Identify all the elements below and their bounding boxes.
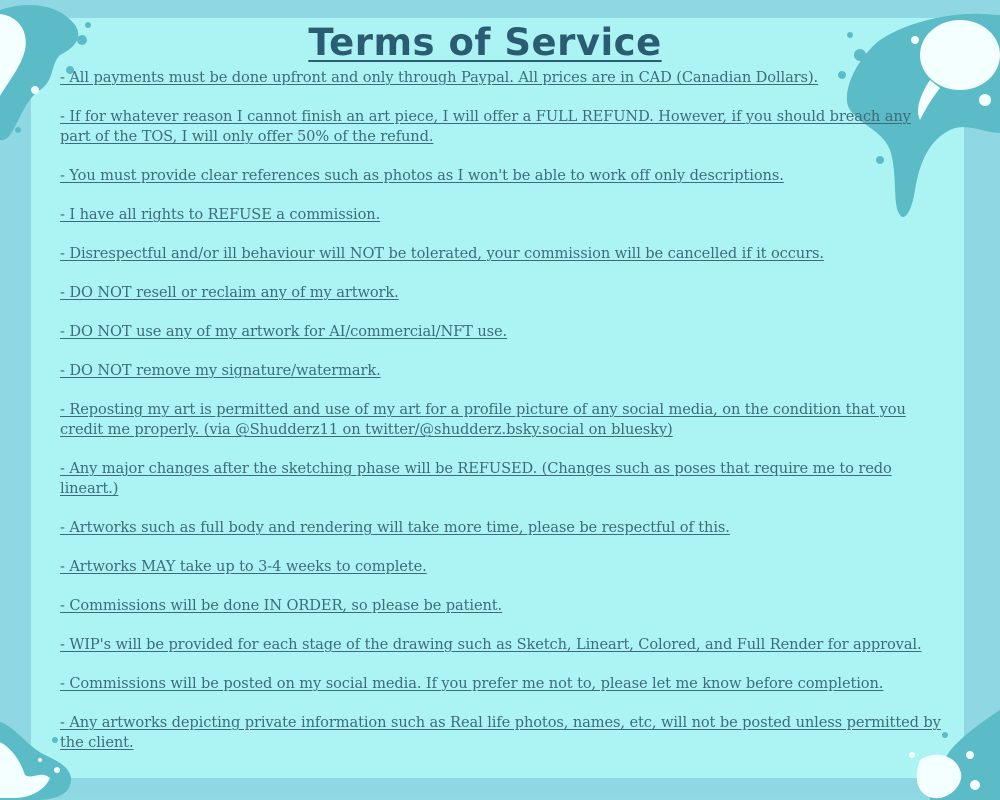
term-wips: - WIP's will be provided for each stage of the drawing such as Sketch, Lineart, Colored, and Full Render for approval. [60,636,922,653]
term-social-posting: - Commissions will be posted on my social media. If you prefer me not to, please let me know before completion. [60,675,884,692]
term-refuse-rights: - I have all rights to REFUSE a commission. [60,206,381,223]
term-private-info: - Any artworks depicting private information such as Real life photos, names, etc, will not be posted unless permitted by the client. [60,714,941,751]
term-reposting: - Reposting my art is permitted and use of my art for a profile picture of any social media, on the condition that you credit me properly. (via @Shudderz11 on twitter/@shudderz.bsky.social on bluesky) [60,401,906,438]
term-time: - Artworks such as full body and rendering will take more time, please be respectful of this. [60,519,730,536]
term-watermark: - DO NOT remove my signature/watermark. [60,362,381,379]
term-no-ai: - DO NOT use any of my artwork for AI/commercial/NFT use. [60,323,508,340]
term-behaviour: - Disrespectful and/or ill behaviour will NOT be tolerated, your commission will be cancelled if it occurs. [60,245,824,262]
term-refund: - If for whatever reason I cannot finish an art piece, I will offer a FULL REFUND. However, if you should breach any part of the TOS, I will only offer 50% of the refund. [60,108,911,145]
page-title: Terms of Service [308,21,662,64]
term-duration: - Artworks MAY take up to 3-4 weeks to complete. [60,558,427,575]
term-changes: - Any major changes after the sketching phase will be REFUSED. (Changes such as poses that require me to redo lineart.) [60,460,892,497]
term-payments: - All payments must be done upfront and only through Paypal. All prices are in CAD (Canadian Dollars). [60,69,819,86]
term-order: - Commissions will be done IN ORDER, so please be patient. [60,597,503,614]
term-references: - You must provide clear references such as photos as I won't be able to work off only descriptions. [60,167,784,184]
term-no-resell: - DO NOT resell or reclaim any of my artwork. [60,284,399,301]
terms-list [60,68,945,772]
